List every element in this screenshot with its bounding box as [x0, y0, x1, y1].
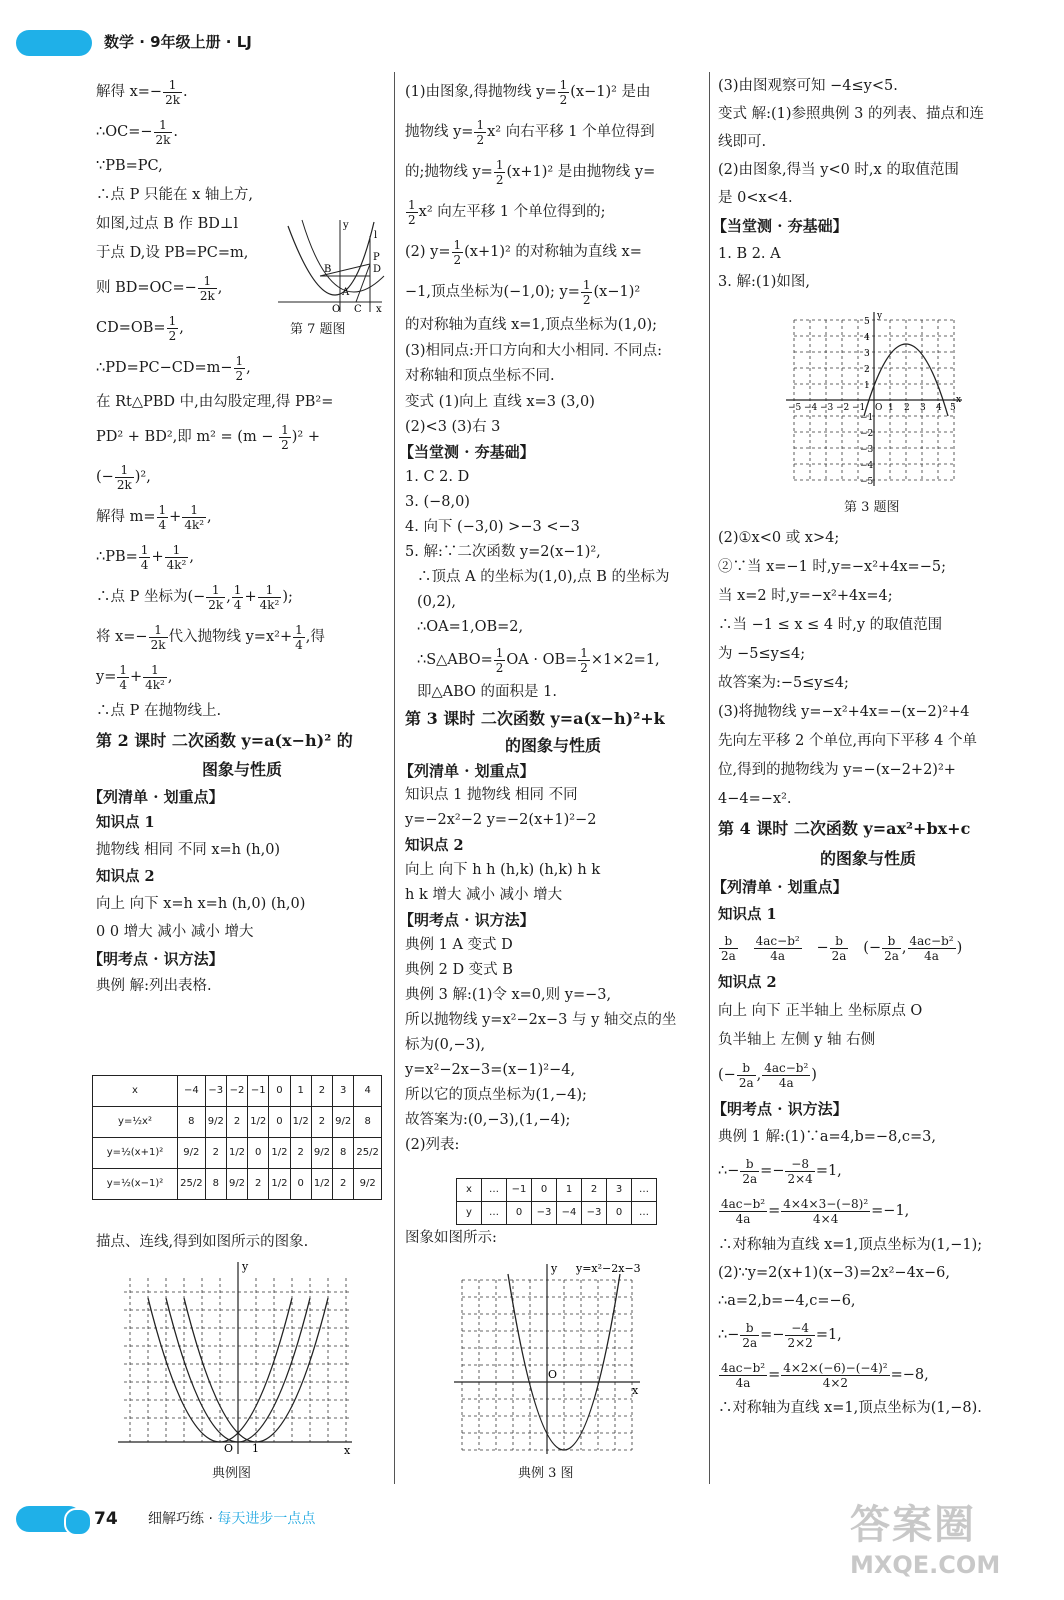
tick-label: 1 — [864, 381, 870, 391]
text-line: (2)<3 (3)右 3 — [405, 419, 501, 435]
text-line: 描点、连线,得到如图所示的图象. — [96, 1234, 309, 1250]
axis-label-y: y — [877, 311, 883, 321]
text-line: ∴点 P 在抛物线上. — [96, 703, 222, 719]
text-line: 4. 向下 (−3,0) >−3 <−3 — [405, 519, 580, 535]
label-o: O — [332, 304, 341, 315]
section-heading: 【列清单 · 划重点】 — [712, 878, 848, 896]
text-line: ∴PB= $\frac{1}{4}$ + $\frac{1}{\text{4k²}}$ , — [96, 542, 194, 572]
text-line: 典例 1 解:(1)∵a=4,b=−8,c=3, — [718, 1129, 937, 1145]
text-line: 典例 1 A 变式 D — [405, 937, 513, 953]
example-3-graph — [452, 1260, 652, 1456]
tick-label: O — [875, 403, 883, 413]
text-line: ∴− $\frac{b}{2a}$ =− $\frac{-8}{2\times 4}$ =1, — [718, 1156, 842, 1186]
table-cell: 9/2 — [226, 1169, 247, 1200]
text-line: 0 0 增大 减小 减小 增大 — [96, 924, 254, 940]
text-line: (3)相同点:开口方向和大小相同. 不同点: — [405, 343, 663, 359]
text-line: 图象如图所示: — [405, 1230, 497, 1246]
table-cell: −3 — [205, 1076, 226, 1107]
text-line: (− $\frac{b}{2a}$ , $\frac{\text{4ac−b²}}{4a}$ ) — [718, 1060, 817, 1090]
watermark — [850, 1500, 1050, 1590]
text-line: 则 BD=OC=− $\frac{1}{2k}$ , — [96, 273, 223, 303]
page-number: 74 — [94, 1509, 118, 1529]
lesson-4-title: 第 4 课时 二次函数 y=ax²+bx+c — [718, 819, 971, 838]
text-line: 所以抛物线 y=x²−2x−3 与 y 轴交点的坐 — [405, 1012, 677, 1028]
table-cell: −4 — [557, 1202, 582, 1225]
text-line: 4−4=−x². — [718, 791, 792, 807]
knowledge-point-1: 知识点 1 — [96, 814, 155, 831]
table-cell: 1 — [557, 1179, 582, 1202]
text-line: (0,2), — [417, 594, 456, 610]
table-cell: 0 — [269, 1076, 290, 1107]
text-line: 对称轴和顶点坐标不同. — [405, 368, 555, 384]
table-cell: … — [482, 1179, 507, 1202]
column-divider — [709, 72, 710, 1484]
text-line: 先向左平移 2 个单位,再向下平移 4 个单 — [718, 733, 977, 749]
table-cell: 0 — [532, 1179, 557, 1202]
text-line: CD=OB= $\frac{1}{2}$ , — [96, 313, 184, 343]
tick-label: 3 — [864, 349, 870, 359]
knowledge-point-2: 知识点 2 — [405, 837, 464, 854]
text-line: (3)由图观察可知 −4≤y<5. — [718, 78, 898, 94]
table-cell: −4 — [178, 1076, 206, 1107]
table-cell: 0 — [248, 1138, 269, 1169]
text-line: y=−2x²−2 y=−2(x+1)²−2 — [405, 812, 597, 828]
text-line: ∴− $\frac{b}{2a}$ =− $\frac{-4}{2\times 2}$ =1, — [718, 1320, 842, 1350]
text-line: 典例 3 解:(1)令 x=0,则 y=−3, — [405, 987, 612, 1003]
text-line: 即△ABO 的面积是 1. — [417, 684, 557, 700]
table-row — [457, 1179, 657, 1202]
text-line: (3)将抛物线 y=−x²+4x=−(x−2)²+4 — [718, 704, 970, 720]
text-line: ∴顶点 A 的坐标为(1,0),点 B 的坐标为 — [417, 569, 670, 585]
text-line: y= $\frac{1}{4}$ + $\frac{1}{\text{4k²}}$ , — [96, 662, 173, 692]
label-o: O — [548, 1368, 558, 1381]
table-cell: 25/2 — [178, 1169, 206, 1200]
table-cell: 0 — [607, 1202, 632, 1225]
lesson-2-title: 第 2 课时 二次函数 y=a(x−h)² 的 — [96, 731, 353, 750]
text-line: 如图,过点 B 作 BD⊥l — [96, 216, 239, 232]
figure-7-diagram — [274, 216, 386, 316]
section-heading: 【明考点 · 识方法】 — [712, 1100, 848, 1118]
text-line: ∴a=2,b=−4,c=−6, — [718, 1293, 856, 1309]
text-line: (2) y= $\frac{1}{2}$ (x+1)² 的对称轴为直线 x= — [405, 237, 642, 267]
text-line: 3. (−8,0) — [405, 494, 470, 510]
text-line: 的对称轴为直线 x=1,顶点坐标为(1,0); — [405, 317, 658, 333]
table-cell: 9/2 — [311, 1138, 332, 1169]
table-cell: 2 — [311, 1076, 332, 1107]
text-line: 向上 向下 x=h x=h (h,0) (h,0) — [96, 896, 306, 912]
table-cell: … — [632, 1179, 657, 1202]
table-cell: 4 — [354, 1076, 382, 1107]
lesson-3-title: 第 3 课时 二次函数 y=a(x−h)²+k — [405, 709, 665, 728]
text-line: −1,顶点坐标为(−1,0); y= $\frac{1}{2}$ (x−1)² — [405, 277, 641, 307]
tick-label: 4 — [864, 333, 870, 343]
table-cell: y=½(x+1)² — [93, 1138, 178, 1169]
text-line: ∴对称轴为直线 x=1,顶点坐标为(1,−8). — [718, 1400, 982, 1416]
lesson-4-subtitle: 的图象与性质 — [819, 849, 916, 868]
table-cell: 0 — [269, 1107, 290, 1138]
text-line: 变式 (1)向上 直线 x=3 (3,0) — [405, 394, 595, 410]
text-line: 当 x=2 时,y=−x²+4x=4; — [718, 588, 893, 604]
table-cell: −2 — [226, 1076, 247, 1107]
table-cell: −3 — [532, 1202, 557, 1225]
label-y: y — [551, 1262, 558, 1275]
label-y: y — [242, 1260, 249, 1273]
table-cell: 2 — [311, 1107, 332, 1138]
table-cell: 1/2 — [311, 1169, 332, 1200]
text-line: 于点 D,设 PB=PC=m, — [96, 245, 249, 261]
table-cell: y=½x² — [93, 1107, 178, 1138]
text-line: 向上 向下 h h (h,k) (h,k) h k — [405, 862, 601, 878]
text-line: 在 Rt△PBD 中,由勾股定理,得 PB²= — [96, 394, 334, 410]
question-3-caption: 第 3 题图 — [844, 500, 900, 515]
label-one: 1 — [252, 1442, 259, 1455]
label-x: x — [632, 1384, 639, 1397]
table-cell: y — [457, 1202, 482, 1225]
table-cell: 1/2 — [269, 1169, 290, 1200]
footer-brand — [148, 1511, 315, 1529]
knowledge-point-2: 知识点 2 — [718, 974, 777, 991]
text-line: ∴当 −1 ≤ x ≤ 4 时,y 的取值范围 — [718, 617, 943, 633]
label-p: P — [373, 252, 380, 263]
table-cell: x — [457, 1179, 482, 1202]
curve-equation-label: y=x²−2x−3 — [576, 1262, 641, 1275]
table-cell: 9/2 — [205, 1107, 226, 1138]
tick-label: 5 — [864, 317, 870, 327]
lesson-3-subtitle: 的图象与性质 — [504, 736, 601, 755]
table-cell: 3 — [607, 1179, 632, 1202]
text-line: 标为(0,−3), — [405, 1037, 486, 1053]
text-line: $\frac{\text{4ac−b²}}{4a}$ = $\frac{\text{4×4×3−(−8)²}}{4\times 4}$ =−1, — [721, 1196, 910, 1226]
table-cell: y=½(x−1)² — [93, 1169, 178, 1200]
section-heading: 【列清单 · 划重点】 — [88, 788, 224, 806]
label-o: O — [224, 1442, 234, 1455]
table-cell: −1 — [507, 1179, 532, 1202]
table-cell: 25/2 — [354, 1138, 382, 1169]
table-cell: 9/2 — [354, 1169, 382, 1200]
tick-label: −1 — [852, 403, 866, 413]
section-heading: 【当堂测 · 夯基础】 — [712, 217, 848, 235]
text-line: ∴OC=− $\frac{1}{2k}$ . — [96, 117, 179, 147]
tick-label: 5 — [950, 403, 956, 413]
tick-label: −1 — [860, 413, 874, 423]
table-cell: 2 — [290, 1138, 311, 1169]
column-3 — [712, 72, 1018, 296]
text-line: ∴点 P 只能在 x 轴上方, — [96, 187, 253, 203]
text-line: 将 x=− $\frac{1}{2k}$ 代入抛物线 y=x²+ $\frac{1}{4}$ ,得 — [96, 622, 325, 652]
table-cell: 8 — [333, 1138, 354, 1169]
table-cell: 1/2 — [290, 1107, 311, 1138]
text-line: 是 0<x<4. — [718, 190, 793, 206]
column-2 — [399, 72, 701, 1158]
text-line: 解得 x=− $\frac{1}{2k}$ . — [96, 77, 188, 107]
text-line: 的;抛物线 y= $\frac{1}{2}$ (x+1)² 是由抛物线 y= — [405, 157, 656, 187]
watermark-logo-text: 答案圈 — [850, 1502, 976, 1548]
y-tick-labels — [860, 311, 883, 487]
text-line: h k 增大 减小 减小 增大 — [405, 887, 563, 903]
text-line: (2)由图象,得当 y<0 时,x 的取值范围 — [718, 162, 959, 178]
text-line: 线即可. — [718, 134, 767, 150]
tick-label: 4 — [936, 403, 942, 413]
header-accent-bar — [16, 30, 92, 56]
table-cell: 8 — [205, 1169, 226, 1200]
table-cell: 0 — [507, 1202, 532, 1225]
watermark-url: MXQE.COM — [850, 1551, 1001, 1579]
footer-accent-dot — [64, 1508, 92, 1536]
tick-label: −5 — [788, 403, 802, 413]
label-x: x — [344, 1444, 351, 1457]
text-line: 典例 解:列出表格. — [96, 978, 212, 994]
tick-label: −2 — [860, 429, 874, 439]
text-line: 1. B 2. A — [718, 246, 781, 262]
value-table-2 — [456, 1178, 657, 1225]
text-line: ∵PB=PC, — [96, 158, 163, 174]
text-line: 3. 解:(1)如图, — [718, 274, 810, 290]
label-b: B — [324, 264, 332, 275]
text-line: 位,得到的抛物线为 y=−(x−2+2)²+ — [718, 762, 956, 778]
tick-label: 2 — [904, 403, 910, 413]
label-d: D — [373, 264, 382, 275]
text-line: (2)∵y=2(x+1)(x−3)=2x²−4x−6, — [718, 1265, 950, 1281]
figure-7-caption: 第 7 题图 — [290, 322, 346, 337]
text-line: 5. 解:∵二次函数 y=2(x−1)², — [405, 544, 601, 560]
footer-slogan: 每天进步一点点 — [217, 1511, 316, 1527]
table-row — [457, 1202, 657, 1225]
text-line: 所以它的顶点坐标为(1,−4); — [405, 1087, 587, 1103]
tick-label: −3 — [820, 403, 834, 413]
table-cell: 8 — [178, 1107, 206, 1138]
text-line: (2)列表: — [405, 1137, 460, 1153]
tick-label: 2 — [864, 365, 870, 375]
text-line: ∴OA=1,OB=2, — [417, 619, 524, 635]
lesson-2-subtitle: 图象与性质 — [201, 760, 282, 779]
table-cell: … — [482, 1202, 507, 1225]
footer-brand-name: 细解巧练 · — [148, 1511, 218, 1527]
section-heading: 【当堂测 · 夯基础】 — [399, 443, 535, 461]
tick-label: −4 — [860, 461, 874, 471]
question-3-graph — [784, 310, 964, 488]
text-line: ∴点 P 坐标为(− $\frac{1}{2k}$ , $\frac{1}{4}$ + $\frac{1}{\text{4k²}}$ ); — [96, 582, 293, 612]
table-cell: 2 — [333, 1169, 354, 1200]
table-cell: 1/2 — [248, 1107, 269, 1138]
tick-label: −2 — [836, 403, 850, 413]
text-line: ∴S△ABO= $\frac{1}{2}$ OA · OB= $\frac{1}{2}$ ×1×2=1, — [417, 645, 660, 675]
text-line: ∴对称轴为直线 x=1,顶点坐标为(1,−1); — [718, 1237, 983, 1253]
text-line: ∴PD=PC−CD=m− $\frac{1}{2}$ , — [96, 353, 251, 383]
section-heading: 【明考点 · 识方法】 — [88, 950, 224, 968]
column-1 — [88, 72, 388, 1000]
table-cell: 1/2 — [226, 1138, 247, 1169]
table-cell: −3 — [582, 1202, 607, 1225]
table-cell: x — [93, 1076, 178, 1107]
label-l: l — [374, 230, 378, 241]
tick-label: −4 — [804, 403, 818, 413]
page-header-title: 数学 · 9年级上册 · LJ — [104, 33, 252, 51]
table-cell: 3 — [333, 1076, 354, 1107]
table-cell: 2 — [248, 1169, 269, 1200]
table-cell: 8 — [354, 1107, 382, 1138]
table-cell: … — [632, 1202, 657, 1225]
knowledge-point-2: 知识点 2 — [96, 868, 155, 885]
section-heading: 【列清单 · 划重点】 — [399, 762, 535, 780]
parabola — [288, 222, 374, 295]
text-line: (− $\frac{1}{2k}$ )², — [96, 462, 151, 492]
text-line: $\frac{\text{4ac−b²}}{4a}$ = $\frac{\text{4×2×(−6)−(−4)²}}{4\times 2}$ =−8, — [721, 1360, 929, 1390]
text-line: 向上 向下 正半轴上 坐标原点 O — [718, 1003, 923, 1019]
knowledge-point-1: 知识点 1 抛物线 相同 不同 — [405, 787, 578, 803]
text-line: (2)①x<0 或 x>4; — [718, 530, 840, 546]
tick-label: 1 — [888, 403, 894, 413]
axis-label-x: x — [956, 395, 962, 405]
table-cell: 2 — [582, 1179, 607, 1202]
table-cell: 1/2 — [269, 1138, 290, 1169]
column-3-lower — [712, 524, 1018, 1421]
text-line: 故答案为:−5≤y≤4; — [718, 675, 849, 691]
text-line: 故答案为:(0,−3),(1,−4); — [405, 1112, 571, 1128]
text-line: PD² + BD²,即 m² = (m − $\frac{1}{2}$ )² + — [96, 422, 320, 452]
table-row — [93, 1169, 382, 1200]
text-line: 抛物线 y= $\frac{1}{2}$ x² 向右平移 1 个单位得到 — [405, 117, 655, 147]
text-line: 变式 解:(1)参照典例 3 的列表、描点和连 — [718, 106, 984, 122]
text-line: 1. C 2. D — [405, 469, 470, 485]
text-line: (1)由图象,得抛物线 y= $\frac{1}{2}$ (x−1)² 是由 — [405, 77, 651, 107]
text-line: 负半轴上 左侧 y 轴 右侧 — [718, 1032, 876, 1048]
label-c: C — [354, 304, 362, 315]
table-cell: 2 — [226, 1107, 247, 1138]
text-line: $\frac{1}{2}$ x² 向左平移 1 个单位得到的; — [408, 197, 606, 227]
table-cell: 1 — [290, 1076, 311, 1107]
knowledge-point-1: 知识点 1 — [718, 906, 777, 923]
table-cell: 9/2 — [178, 1138, 206, 1169]
table-row — [93, 1076, 382, 1107]
example-figure-caption: 典例图 — [212, 1466, 252, 1481]
text-line: ②∵当 x=−1 时,y=−x²+4x=−5; — [718, 559, 946, 575]
example-3-caption: 典例 3 图 — [518, 1466, 574, 1481]
text-line: 解得 m= $\frac{1}{4}$ + $\frac{1}{\text{4k²}}$ , — [96, 502, 212, 532]
text-line: $\frac{b}{2a}$ $\frac{\text{4ac−b²}}{4a}$ − $\frac{b}{2a}$ (− $\frac{b}{2a}$ , $\frac{\text{4ac−b²}}{4a}$ ) — [721, 933, 963, 963]
table-cell: −1 — [248, 1076, 269, 1107]
example-figure-graph — [110, 1258, 360, 1458]
table-cell: 0 — [290, 1169, 311, 1200]
tick-label: 3 — [920, 403, 926, 413]
label-y: y — [343, 220, 349, 231]
value-table — [92, 1075, 382, 1200]
grid — [124, 1278, 350, 1442]
label-a: A — [342, 287, 350, 298]
column-divider — [394, 72, 395, 1484]
table-cell: 9/2 — [333, 1107, 354, 1138]
table-cell: 2 — [205, 1138, 226, 1169]
label-x: x — [376, 304, 382, 315]
text-line: y=x²−2x−3=(x−1)²−4, — [405, 1062, 576, 1078]
text-line: 为 −5≤y≤4; — [718, 646, 806, 662]
tick-label: −5 — [860, 477, 874, 487]
table-row — [93, 1138, 382, 1169]
section-heading: 【明考点 · 识方法】 — [399, 911, 535, 929]
text-line: 典例 2 D 变式 B — [405, 962, 513, 978]
text-line: 抛物线 相同 不同 x=h (h,0) — [96, 842, 281, 858]
table-row — [93, 1107, 382, 1138]
segment-pc — [356, 264, 370, 302]
tick-label: −3 — [860, 445, 874, 455]
